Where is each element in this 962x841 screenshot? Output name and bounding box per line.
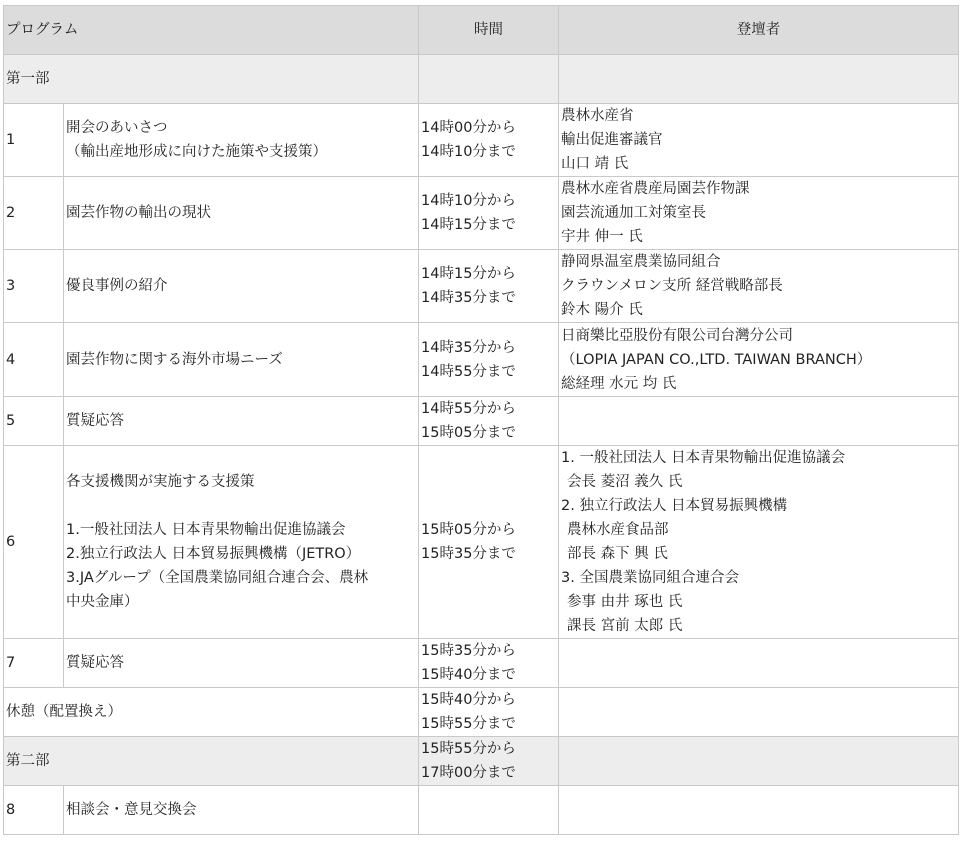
section-label: 第二部 <box>4 737 419 786</box>
item-title-spacer <box>66 494 416 518</box>
item-title-line: 中央金庫） <box>66 594 139 610</box>
section-label: 第一部 <box>4 55 419 104</box>
time-end: 17時00分まで <box>421 765 516 781</box>
item-title-line: 2.独立行政法人 日本貿易振興機構（JETRO） <box>66 546 361 562</box>
item-speaker <box>559 786 959 835</box>
speaker-line: 農林水産省農産局園芸作物課 <box>561 181 750 197</box>
time-start: 15時40分から <box>421 692 516 708</box>
item-time <box>419 250 559 323</box>
item-number: 2 <box>4 177 64 250</box>
speaker-line: 課長 宮前 太郎 氏 <box>567 618 683 634</box>
time-start: 14時55分から <box>421 401 516 417</box>
item-number: 4 <box>4 323 64 397</box>
item-time <box>419 104 559 177</box>
table-row <box>4 104 959 177</box>
speaker-line: クラウンメロン支所 経営戦略部長 <box>561 278 783 294</box>
time-start: 15時35分から <box>421 643 516 659</box>
item-speaker <box>559 177 959 250</box>
item-time <box>419 446 559 639</box>
time-start: 14時15分から <box>421 266 516 282</box>
item-time <box>419 323 559 397</box>
item-number: 6 <box>4 446 64 639</box>
time-start: 15時05分から <box>421 522 516 538</box>
item-title-line: 質疑応答 <box>66 413 124 429</box>
section-row <box>4 737 959 786</box>
speaker-line: 1. 一般社団法人 日本青果物輸出促進協議会 <box>561 450 846 466</box>
item-title <box>64 177 419 250</box>
item-title-line: 優良事例の紹介 <box>66 278 168 294</box>
item-speaker <box>559 323 959 397</box>
item-title <box>64 250 419 323</box>
item-title-line: 1.一般社団法人 日本青果物輸出促進協議会 <box>66 522 346 538</box>
section-speaker <box>559 55 959 104</box>
time-start: 14時10分から <box>421 193 516 209</box>
item-number: 7 <box>4 639 64 688</box>
item-title-line: 各支援機関が実施する支援策 <box>66 474 255 490</box>
table-row <box>4 397 959 446</box>
time-end: 15時40分まで <box>421 667 516 683</box>
table-header-row <box>4 6 959 55</box>
time-end: 14時15分まで <box>421 217 516 233</box>
header-speaker: 登壇者 <box>559 6 959 55</box>
speaker-line: 日商樂比亞股份有限公司台灣分公司 <box>561 327 794 344</box>
item-speaker <box>559 446 959 639</box>
speaker-line: 輸出促進審議官 <box>561 132 663 148</box>
break-time <box>419 688 559 737</box>
speaker-line: 部長 森下 興 氏 <box>567 546 668 562</box>
header-time: 時間 <box>419 6 559 55</box>
table-row <box>4 639 959 688</box>
speaker-line: 3. 全国農業協同組合連合会 <box>561 570 739 586</box>
header-program: プログラム <box>4 6 419 55</box>
section-time <box>419 55 559 104</box>
time-start: 15時55分から <box>421 741 516 757</box>
speaker-line: 園芸流通加工対策室長 <box>561 205 707 221</box>
item-speaker <box>559 104 959 177</box>
speaker-line: 総経理 水元 均 氏 <box>561 375 677 392</box>
time-end: 14時35分まで <box>421 290 516 306</box>
item-number: 3 <box>4 250 64 323</box>
table-row <box>4 177 959 250</box>
table-row <box>4 786 959 835</box>
speaker-line: 山口 靖 氏 <box>561 156 629 172</box>
item-title-line: 園芸作物に関する海外市場ニーズ <box>66 351 283 368</box>
item-title: 相談会・意見交換会 <box>64 786 419 835</box>
item-speaker <box>559 397 959 446</box>
item-number: 8 <box>4 786 64 835</box>
item-time <box>419 397 559 446</box>
speaker-line: 静岡県温室農業協同組合 <box>561 254 721 270</box>
speaker-line: 農林水産省 <box>561 108 634 124</box>
item-number: 5 <box>4 397 64 446</box>
item-title-line: 質疑応答 <box>66 655 124 671</box>
item-speaker <box>559 639 959 688</box>
item-title-line: 3.JAグループ（全国農業協同組合連合会、農林 <box>66 570 369 586</box>
item-title <box>64 104 419 177</box>
table-row <box>4 323 959 397</box>
speaker-line: 会長 菱沼 義久 氏 <box>567 474 683 490</box>
time-end: 15時05分まで <box>421 425 516 441</box>
time-end: 15時35分まで <box>421 546 516 562</box>
speaker-line: 参事 由井 琢也 氏 <box>567 594 683 610</box>
item-title-line: 開会のあいさつ <box>66 120 168 136</box>
item-time <box>419 177 559 250</box>
item-title <box>64 446 419 639</box>
item-title-line: 園芸作物の輸出の現状 <box>66 205 211 221</box>
time-end: 14時55分まで <box>421 363 516 380</box>
time-start: 14時00分から <box>421 120 516 136</box>
item-title <box>64 323 419 397</box>
time-start: 14時35分から <box>421 339 516 356</box>
item-number: 1 <box>4 104 64 177</box>
table-row <box>4 250 959 323</box>
program-table <box>3 5 959 835</box>
time-end: 15時55分まで <box>421 716 516 732</box>
item-title-line: （輸出産地形成に向けた施策や支援策） <box>66 144 327 160</box>
item-time <box>419 639 559 688</box>
speaker-line: 農林水産食品部 <box>567 522 669 538</box>
item-title <box>64 397 419 446</box>
table-row <box>4 446 959 639</box>
speaker-line: 2. 独立行政法人 日本貿易振興機構 <box>561 498 788 514</box>
item-title <box>64 639 419 688</box>
item-speaker <box>559 250 959 323</box>
section-row <box>4 55 959 104</box>
speaker-line: 宇井 伸一 氏 <box>561 229 643 245</box>
item-time <box>419 786 559 835</box>
break-row <box>4 688 959 737</box>
speaker-line: （LOPIA JAPAN CO.,LTD. TAIWAN BRANCH） <box>561 351 872 368</box>
time-end: 14時10分まで <box>421 144 516 160</box>
section-time <box>419 737 559 786</box>
speaker-line: 鈴木 陽介 氏 <box>561 302 643 318</box>
break-speaker <box>559 688 959 737</box>
break-label: 休憩（配置換え） <box>4 688 419 737</box>
section-speaker <box>559 737 959 786</box>
